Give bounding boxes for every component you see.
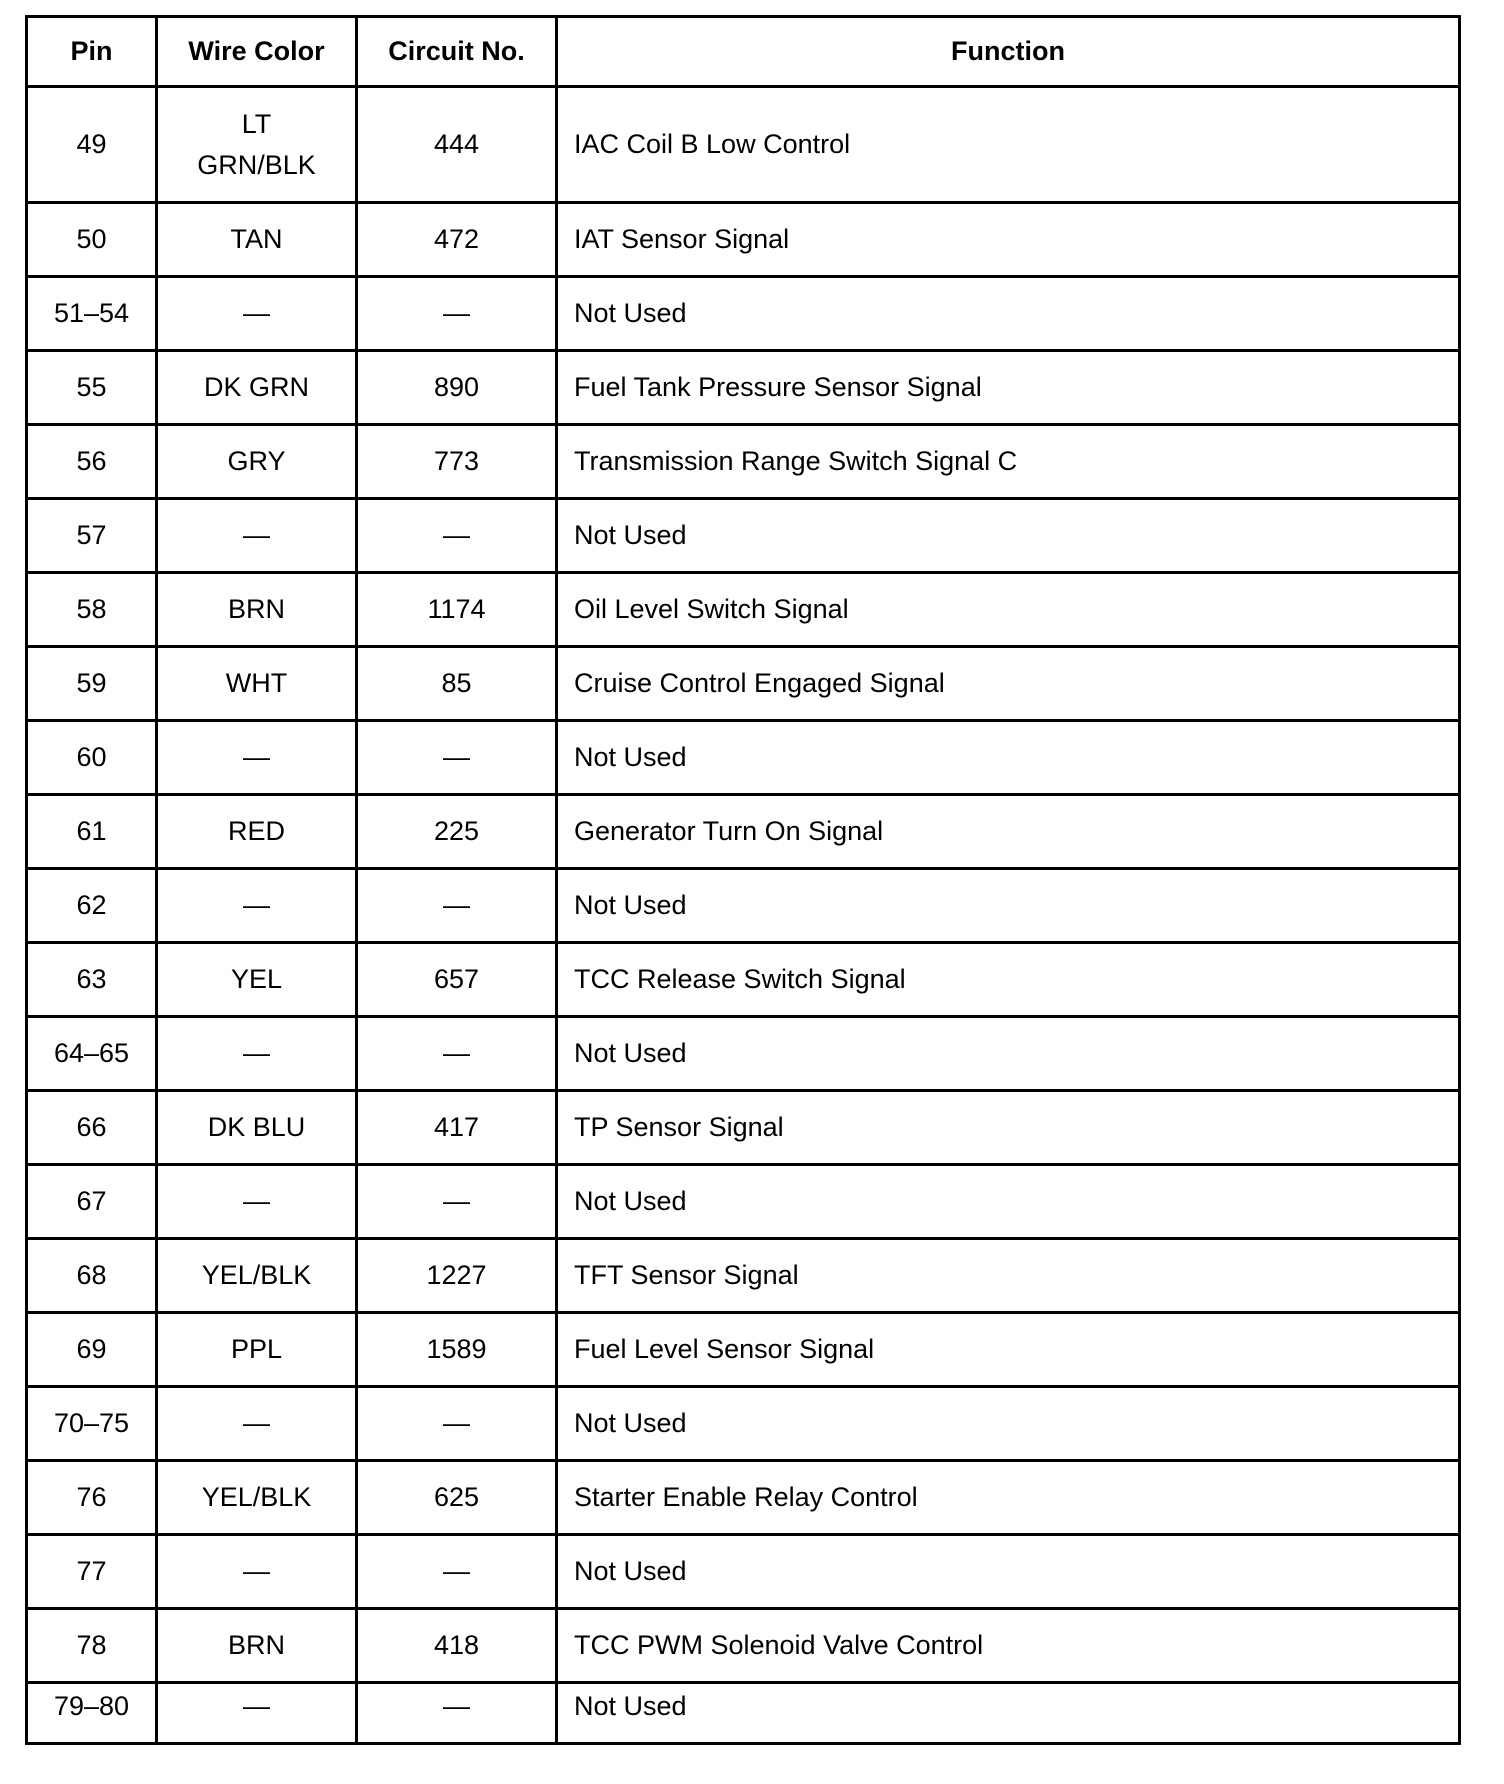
function-cell: Fuel Level Sensor Signal <box>557 1313 1460 1387</box>
wire-color-cell: GRY <box>157 425 357 499</box>
function-cell: Not Used <box>557 721 1460 795</box>
wire-color-cell: BRN <box>157 573 357 647</box>
table-body <box>27 87 1460 1744</box>
wire-color-cell: DK BLU <box>157 1091 357 1165</box>
circuit-no-cell: — <box>357 499 557 573</box>
circuit-no-cell: 1227 <box>357 1239 557 1313</box>
pin-cell: 64–65 <box>27 1017 157 1091</box>
pin-cell: 59 <box>27 647 157 721</box>
pin-cell: 56 <box>27 425 157 499</box>
table-row <box>27 1387 1460 1461</box>
connector-pinout-table <box>25 15 1461 1745</box>
wire-color-cell: — <box>157 869 357 943</box>
circuit-no-cell: 773 <box>357 425 557 499</box>
wire-color-cell: — <box>157 721 357 795</box>
function-cell: Not Used <box>557 1387 1460 1461</box>
function-cell: Not Used <box>557 1683 1460 1744</box>
wire-color-cell: — <box>157 1387 357 1461</box>
table-row <box>27 1609 1460 1683</box>
circuit-no-cell: 625 <box>357 1461 557 1535</box>
table-row <box>27 869 1460 943</box>
pin-cell: 57 <box>27 499 157 573</box>
circuit-no-cell: 418 <box>357 1609 557 1683</box>
function-cell: IAC Coil B Low Control <box>557 87 1460 203</box>
function-cell: Not Used <box>557 1535 1460 1609</box>
circuit-no-cell: — <box>357 1683 557 1744</box>
pin-cell: 76 <box>27 1461 157 1535</box>
wire-color-cell: YEL <box>157 943 357 1017</box>
table-row <box>27 573 1460 647</box>
table-header-row <box>27 17 1460 87</box>
function-cell: Transmission Range Switch Signal C <box>557 425 1460 499</box>
circuit-no-cell: — <box>357 1387 557 1461</box>
pin-cell: 58 <box>27 573 157 647</box>
circuit-no-cell: 444 <box>357 87 557 203</box>
circuit-no-cell: 890 <box>357 351 557 425</box>
header-pin: Pin <box>27 17 157 87</box>
pin-cell: 49 <box>27 87 157 203</box>
pin-cell: 66 <box>27 1091 157 1165</box>
function-cell: Not Used <box>557 499 1460 573</box>
circuit-no-cell: 657 <box>357 943 557 1017</box>
table-row <box>27 425 1460 499</box>
circuit-no-cell: 225 <box>357 795 557 869</box>
pin-cell: 51–54 <box>27 277 157 351</box>
wire-color-cell: — <box>157 1683 357 1744</box>
table-row <box>27 203 1460 277</box>
circuit-no-cell: — <box>357 1535 557 1609</box>
circuit-no-cell: 417 <box>357 1091 557 1165</box>
table-row <box>27 1017 1460 1091</box>
function-cell: Not Used <box>557 1017 1460 1091</box>
pin-cell: 67 <box>27 1165 157 1239</box>
pin-cell: 60 <box>27 721 157 795</box>
table-row <box>27 1165 1460 1239</box>
function-cell: TFT Sensor Signal <box>557 1239 1460 1313</box>
table-row <box>27 1535 1460 1609</box>
wire-color-cell: DK GRN <box>157 351 357 425</box>
table-row <box>27 499 1460 573</box>
pin-cell: 68 <box>27 1239 157 1313</box>
table-row <box>27 943 1460 1017</box>
wire-color-cell: PPL <box>157 1313 357 1387</box>
wire-color-cell: WHT <box>157 647 357 721</box>
function-cell: Starter Enable Relay Control <box>557 1461 1460 1535</box>
header-function: Function <box>557 17 1460 87</box>
table-row <box>27 1461 1460 1535</box>
wire-color-cell: — <box>157 277 357 351</box>
pin-cell: 62 <box>27 869 157 943</box>
function-cell: TP Sensor Signal <box>557 1091 1460 1165</box>
table-row <box>27 1313 1460 1387</box>
wire-color-cell: BRN <box>157 1609 357 1683</box>
table-row <box>27 721 1460 795</box>
wire-color-cell: — <box>157 1165 357 1239</box>
circuit-no-cell: 1174 <box>357 573 557 647</box>
table-row <box>27 647 1460 721</box>
circuit-no-cell: 1589 <box>357 1313 557 1387</box>
pin-cell: 61 <box>27 795 157 869</box>
wire-color-cell: LT GRN/BLK <box>157 87 357 203</box>
circuit-no-cell: 472 <box>357 203 557 277</box>
function-cell: Not Used <box>557 1165 1460 1239</box>
function-cell: IAT Sensor Signal <box>557 203 1460 277</box>
function-cell: Oil Level Switch Signal <box>557 573 1460 647</box>
table-row <box>27 1091 1460 1165</box>
wire-color-cell: YEL/BLK <box>157 1461 357 1535</box>
circuit-no-cell: — <box>357 721 557 795</box>
circuit-no-cell: 85 <box>357 647 557 721</box>
wire-color-cell: — <box>157 1017 357 1091</box>
wire-color-cell: — <box>157 1535 357 1609</box>
table-row <box>27 277 1460 351</box>
pin-cell: 63 <box>27 943 157 1017</box>
pin-cell: 78 <box>27 1609 157 1683</box>
function-cell: Generator Turn On Signal <box>557 795 1460 869</box>
pin-cell: 55 <box>27 351 157 425</box>
header-circuit-no: Circuit No. <box>357 17 557 87</box>
function-cell: Not Used <box>557 869 1460 943</box>
pin-cell: 69 <box>27 1313 157 1387</box>
pin-cell: 77 <box>27 1535 157 1609</box>
circuit-no-cell: — <box>357 869 557 943</box>
wire-color-cell: YEL/BLK <box>157 1239 357 1313</box>
circuit-no-cell: — <box>357 277 557 351</box>
function-cell: TCC Release Switch Signal <box>557 943 1460 1017</box>
circuit-no-cell: — <box>357 1017 557 1091</box>
pin-cell: 79–80 <box>27 1683 157 1744</box>
table-row <box>27 87 1460 203</box>
circuit-no-cell: — <box>357 1165 557 1239</box>
header-wire-color: Wire Color <box>157 17 357 87</box>
table-row <box>27 795 1460 869</box>
function-cell: Cruise Control Engaged Signal <box>557 647 1460 721</box>
function-cell: TCC PWM Solenoid Valve Control <box>557 1609 1460 1683</box>
table-row <box>27 351 1460 425</box>
function-cell: Not Used <box>557 277 1460 351</box>
wire-color-cell: TAN <box>157 203 357 277</box>
table-row <box>27 1239 1460 1313</box>
wire-color-cell: RED <box>157 795 357 869</box>
pin-cell: 50 <box>27 203 157 277</box>
table-row <box>27 1683 1460 1744</box>
wire-color-cell: — <box>157 499 357 573</box>
pin-cell: 70–75 <box>27 1387 157 1461</box>
function-cell: Fuel Tank Pressure Sensor Signal <box>557 351 1460 425</box>
